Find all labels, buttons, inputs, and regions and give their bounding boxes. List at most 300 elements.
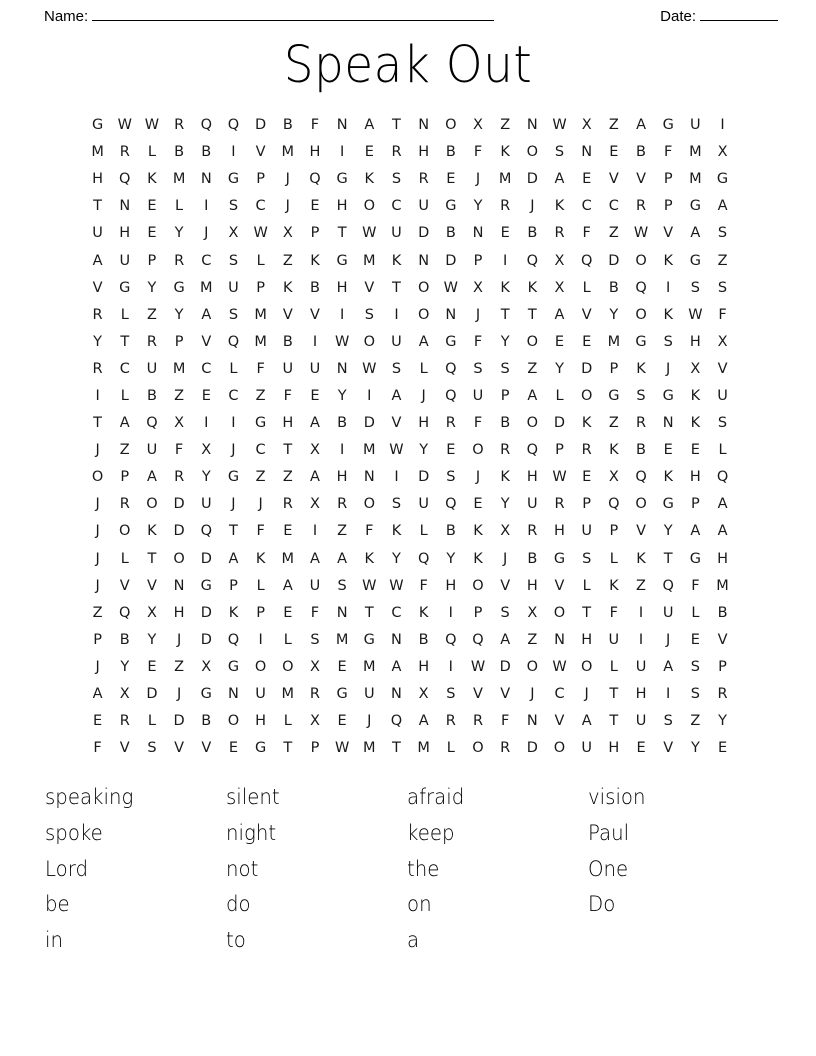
grid-cell[interactable]: D bbox=[173, 713, 185, 730]
grid-cell[interactable]: R bbox=[581, 442, 592, 459]
grid-cell[interactable]: G bbox=[119, 279, 131, 296]
grid-cell[interactable]: R bbox=[119, 496, 130, 513]
grid-cell[interactable]: A bbox=[391, 387, 402, 404]
grid-cell[interactable]: Q bbox=[119, 171, 131, 188]
grid-cell[interactable]: D bbox=[146, 686, 158, 703]
grid-cell[interactable]: L bbox=[147, 713, 156, 730]
grid-cell[interactable]: Z bbox=[146, 306, 157, 323]
grid-cell[interactable]: D bbox=[200, 604, 212, 621]
grid-cell[interactable]: E bbox=[582, 171, 592, 188]
grid-cell[interactable]: X bbox=[201, 442, 212, 459]
word-list-item[interactable]: night bbox=[226, 820, 277, 845]
grid-cell[interactable]: L bbox=[555, 387, 564, 404]
grid-cell[interactable]: S bbox=[228, 252, 239, 269]
grid-cell[interactable]: E bbox=[636, 740, 646, 757]
grid-cell[interactable]: P bbox=[690, 496, 700, 513]
grid-cell[interactable]: V bbox=[310, 306, 320, 323]
grid-cell[interactable]: L bbox=[147, 144, 156, 161]
grid-cell[interactable]: Z bbox=[690, 713, 701, 730]
grid-cell[interactable]: W bbox=[552, 469, 567, 486]
grid-cell[interactable]: S bbox=[391, 496, 402, 513]
word-list-item[interactable]: keep bbox=[407, 820, 455, 845]
grid-cell[interactable]: F bbox=[473, 415, 483, 432]
grid-cell[interactable]: E bbox=[446, 442, 456, 459]
grid-cell[interactable]: E bbox=[663, 442, 673, 459]
grid-cell[interactable]: P bbox=[310, 225, 320, 242]
grid-cell[interactable]: V bbox=[717, 631, 728, 648]
grid-cell[interactable]: P bbox=[555, 442, 564, 459]
grid-cell[interactable]: G bbox=[635, 333, 647, 350]
grid-cell[interactable]: L bbox=[120, 387, 129, 404]
grid-cell[interactable]: R bbox=[635, 415, 647, 432]
grid-cell[interactable]: Y bbox=[663, 523, 673, 540]
grid-cell[interactable]: Q bbox=[608, 496, 620, 513]
grid-cell[interactable]: S bbox=[717, 225, 728, 242]
grid-cell[interactable]: I bbox=[204, 415, 209, 432]
grid-cell[interactable]: R bbox=[174, 469, 185, 486]
grid-cell[interactable]: A bbox=[500, 631, 511, 648]
grid-cell[interactable]: G bbox=[336, 686, 348, 703]
grid-cell[interactable]: V bbox=[717, 360, 728, 377]
grid-cell[interactable]: L bbox=[283, 713, 292, 730]
word-list-item[interactable]: afraid bbox=[407, 785, 465, 809]
grid-cell[interactable]: W bbox=[117, 117, 132, 134]
grid-cell[interactable]: Q bbox=[146, 415, 158, 432]
grid-cell[interactable]: Q bbox=[472, 631, 484, 648]
grid-cell[interactable]: R bbox=[92, 306, 103, 323]
grid-cell[interactable]: K bbox=[391, 523, 402, 540]
grid-cell[interactable]: Y bbox=[147, 631, 157, 648]
grid-cell[interactable]: P bbox=[147, 252, 157, 269]
grid-cell[interactable]: V bbox=[255, 144, 266, 161]
grid-cell[interactable]: Z bbox=[92, 604, 103, 621]
grid-cell[interactable]: B bbox=[527, 225, 538, 242]
grid-cell[interactable]: W bbox=[362, 577, 377, 594]
grid-cell[interactable]: L bbox=[419, 523, 428, 540]
grid-cell[interactable]: P bbox=[256, 279, 265, 296]
grid-cell[interactable]: F bbox=[473, 144, 483, 161]
grid-cell[interactable]: S bbox=[473, 360, 483, 377]
grid-cell[interactable]: O bbox=[580, 658, 593, 675]
grid-cell[interactable]: M bbox=[716, 577, 729, 594]
grid-cell[interactable]: E bbox=[337, 658, 347, 675]
grid-cell[interactable]: N bbox=[418, 252, 430, 269]
grid-cell[interactable]: Y bbox=[690, 740, 700, 757]
grid-cell[interactable]: J bbox=[95, 523, 100, 540]
grid-cell[interactable]: F bbox=[310, 117, 320, 134]
grid-cell[interactable]: F bbox=[93, 740, 102, 757]
grid-cell[interactable]: Q bbox=[227, 631, 240, 648]
grid-cell[interactable]: B bbox=[418, 631, 429, 648]
grid-cell[interactable]: J bbox=[95, 577, 100, 594]
grid-cell[interactable]: O bbox=[91, 469, 104, 486]
grid-cell[interactable]: E bbox=[582, 333, 592, 350]
grid-cell[interactable]: V bbox=[119, 577, 130, 594]
grid-cell[interactable]: L bbox=[609, 550, 618, 567]
grid-cell[interactable]: Z bbox=[527, 360, 538, 377]
grid-cell[interactable]: P bbox=[229, 577, 238, 594]
grid-cell[interactable]: S bbox=[582, 550, 592, 567]
grid-cell[interactable]: H bbox=[689, 333, 701, 350]
grid-cell[interactable]: N bbox=[336, 117, 348, 134]
grid-cell[interactable]: U bbox=[309, 577, 321, 594]
grid-cell[interactable]: U bbox=[391, 333, 402, 350]
grid-cell[interactable]: E bbox=[717, 740, 728, 757]
grid-cell[interactable]: K bbox=[500, 279, 510, 296]
grid-cell[interactable]: E bbox=[228, 740, 239, 757]
grid-cell[interactable]: F bbox=[283, 387, 292, 404]
grid-cell[interactable]: X bbox=[418, 686, 429, 703]
grid-cell[interactable]: A bbox=[282, 577, 293, 594]
grid-cell[interactable]: A bbox=[310, 469, 320, 486]
grid-cell[interactable]: I bbox=[312, 333, 318, 350]
grid-cell[interactable]: H bbox=[92, 171, 104, 188]
grid-cell[interactable]: G bbox=[445, 333, 457, 350]
grid-cell[interactable]: I bbox=[204, 198, 209, 215]
grid-cell[interactable]: I bbox=[638, 604, 644, 621]
grid-cell[interactable]: V bbox=[146, 577, 157, 594]
grid-cell[interactable]: O bbox=[282, 658, 294, 675]
grid-cell[interactable]: B bbox=[445, 225, 456, 242]
grid-cell[interactable]: V bbox=[636, 523, 646, 540]
grid-cell[interactable]: B bbox=[445, 144, 456, 161]
grid-cell[interactable]: J bbox=[475, 306, 481, 323]
grid-cell[interactable]: W bbox=[389, 577, 404, 594]
grid-cell[interactable]: U bbox=[200, 496, 212, 513]
grid-cell[interactable]: B bbox=[636, 442, 646, 459]
grid-cell[interactable]: R bbox=[500, 740, 511, 757]
grid-cell[interactable]: O bbox=[553, 740, 566, 757]
grid-cell[interactable]: I bbox=[367, 387, 372, 404]
grid-cell[interactable]: H bbox=[173, 604, 185, 621]
grid-cell[interactable]: B bbox=[119, 631, 130, 648]
grid-cell[interactable]: K bbox=[581, 415, 592, 432]
grid-cell[interactable]: Z bbox=[119, 442, 130, 459]
grid-cell[interactable]: T bbox=[609, 713, 619, 730]
grid-cell[interactable]: D bbox=[445, 252, 457, 269]
grid-cell[interactable]: A bbox=[146, 469, 157, 486]
grid-cell[interactable]: G bbox=[91, 117, 104, 134]
grid-cell[interactable]: R bbox=[472, 713, 484, 730]
grid-cell[interactable]: O bbox=[146, 496, 158, 513]
grid-cell[interactable]: T bbox=[93, 415, 103, 432]
grid-cell[interactable]: X bbox=[201, 658, 212, 675]
grid-cell[interactable]: V bbox=[201, 333, 212, 350]
word-list-item[interactable]: Do bbox=[588, 892, 616, 917]
grid-cell[interactable]: K bbox=[391, 252, 402, 269]
grid-cell[interactable]: P bbox=[93, 631, 102, 648]
grid-cell[interactable]: D bbox=[173, 523, 185, 540]
grid-cell[interactable]: E bbox=[690, 442, 700, 459]
grid-cell[interactable]: B bbox=[146, 387, 157, 404]
grid-cell[interactable]: D bbox=[581, 360, 593, 377]
grid-cell[interactable]: D bbox=[200, 550, 212, 567]
grid-cell[interactable]: W bbox=[389, 442, 404, 459]
grid-cell[interactable]: F bbox=[310, 604, 320, 621]
grid-cell[interactable]: O bbox=[635, 306, 647, 323]
grid-cell[interactable]: W bbox=[334, 740, 350, 757]
grid-cell[interactable]: J bbox=[367, 713, 372, 730]
grid-cell[interactable]: R bbox=[418, 171, 429, 188]
grid-cell[interactable]: F bbox=[419, 577, 428, 594]
grid-cell[interactable]: H bbox=[554, 523, 565, 540]
grid-cell[interactable]: D bbox=[553, 415, 566, 432]
grid-cell[interactable]: E bbox=[283, 523, 293, 540]
grid-cell[interactable]: M bbox=[363, 252, 376, 269]
word-list-item[interactable]: Lord bbox=[45, 856, 89, 881]
grid-cell[interactable]: L bbox=[609, 658, 618, 675]
grid-cell[interactable]: R bbox=[309, 686, 320, 703]
grid-cell[interactable]: K bbox=[663, 306, 673, 323]
grid-cell[interactable]: Y bbox=[120, 658, 130, 675]
grid-cell[interactable]: A bbox=[92, 686, 103, 703]
grid-cell[interactable]: S bbox=[663, 713, 673, 730]
grid-cell[interactable]: O bbox=[417, 279, 430, 296]
grid-cell[interactable]: D bbox=[255, 117, 267, 134]
grid-cell[interactable]: V bbox=[663, 740, 674, 757]
grid-cell[interactable]: N bbox=[119, 198, 131, 215]
grid-cell[interactable]: J bbox=[285, 198, 290, 215]
grid-cell[interactable]: W bbox=[443, 279, 458, 296]
grid-cell[interactable]: B bbox=[337, 415, 348, 432]
grid-cell[interactable]: S bbox=[663, 333, 673, 350]
grid-cell[interactable]: U bbox=[581, 740, 592, 757]
grid-cell[interactable]: X bbox=[473, 279, 483, 296]
grid-cell[interactable]: J bbox=[95, 658, 100, 675]
grid-cell[interactable]: U bbox=[363, 686, 375, 703]
grid-cell[interactable]: S bbox=[636, 387, 646, 404]
grid-cell[interactable]: F bbox=[609, 604, 619, 621]
grid-cell[interactable]: X bbox=[174, 415, 185, 432]
grid-cell[interactable]: H bbox=[635, 686, 647, 703]
grid-cell[interactable]: H bbox=[608, 740, 620, 757]
word-list-item[interactable]: on bbox=[407, 892, 432, 917]
grid-cell[interactable]: C bbox=[608, 198, 619, 215]
grid-cell[interactable]: A bbox=[636, 117, 646, 134]
grid-cell[interactable]: N bbox=[526, 117, 538, 134]
grid-cell[interactable]: G bbox=[363, 631, 375, 648]
grid-cell[interactable]: Y bbox=[500, 333, 510, 350]
grid-cell[interactable]: L bbox=[283, 631, 292, 648]
grid-cell[interactable]: J bbox=[530, 198, 535, 215]
grid-cell[interactable]: L bbox=[256, 577, 265, 594]
grid-cell[interactable]: V bbox=[608, 171, 619, 188]
grid-cell[interactable]: Q bbox=[635, 279, 647, 296]
grid-cell[interactable]: U bbox=[391, 225, 402, 242]
grid-cell[interactable]: K bbox=[364, 171, 375, 188]
grid-cell[interactable]: B bbox=[201, 144, 212, 161]
grid-cell[interactable]: K bbox=[310, 252, 320, 269]
grid-cell[interactable]: S bbox=[500, 604, 510, 621]
grid-cell[interactable]: B bbox=[201, 713, 212, 730]
grid-cell[interactable]: J bbox=[475, 469, 481, 486]
grid-cell[interactable]: G bbox=[662, 387, 674, 404]
grid-cell[interactable]: C bbox=[228, 387, 239, 404]
grid-cell[interactable]: O bbox=[580, 387, 593, 404]
grid-cell[interactable]: B bbox=[445, 523, 456, 540]
grid-cell[interactable]: O bbox=[119, 523, 131, 540]
grid-cell[interactable]: I bbox=[339, 442, 345, 459]
grid-cell[interactable]: Q bbox=[200, 117, 212, 134]
grid-cell[interactable]: X bbox=[717, 333, 728, 350]
grid-cell[interactable]: Y bbox=[392, 550, 401, 567]
grid-cell[interactable]: U bbox=[282, 360, 294, 377]
grid-cell[interactable]: V bbox=[500, 686, 511, 703]
grid-cell[interactable]: T bbox=[663, 550, 673, 567]
grid-cell[interactable]: I bbox=[503, 252, 508, 269]
grid-cell[interactable]: O bbox=[472, 740, 484, 757]
grid-cell[interactable]: N bbox=[445, 306, 457, 323]
grid-cell[interactable]: G bbox=[336, 252, 348, 269]
word-list-item[interactable]: in bbox=[45, 928, 64, 953]
grid-cell[interactable]: J bbox=[258, 496, 263, 513]
grid-cell[interactable]: U bbox=[608, 631, 620, 648]
grid-cell[interactable]: I bbox=[95, 387, 100, 404]
grid-cell[interactable]: B bbox=[608, 279, 619, 296]
grid-cell[interactable]: X bbox=[309, 442, 320, 459]
grid-cell[interactable]: R bbox=[554, 496, 565, 513]
grid-cell[interactable]: D bbox=[418, 225, 430, 242]
grid-cell[interactable]: R bbox=[337, 496, 348, 513]
grid-cell[interactable]: M bbox=[498, 171, 512, 188]
grid-cell[interactable]: Y bbox=[609, 306, 619, 323]
grid-cell[interactable]: A bbox=[391, 658, 402, 675]
grid-cell[interactable]: B bbox=[282, 117, 293, 134]
grid-cell[interactable]: A bbox=[119, 415, 130, 432]
grid-cell[interactable]: Y bbox=[555, 360, 564, 377]
grid-cell[interactable]: F bbox=[664, 144, 673, 161]
grid-cell[interactable]: E bbox=[554, 333, 565, 350]
grid-cell[interactable]: A bbox=[418, 333, 429, 350]
grid-cell[interactable]: Y bbox=[446, 550, 456, 567]
grid-cell[interactable]: A bbox=[717, 523, 728, 540]
grid-cell[interactable]: V bbox=[92, 279, 103, 296]
grid-cell[interactable]: L bbox=[582, 279, 591, 296]
grid-cell[interactable]: V bbox=[174, 740, 185, 757]
grid-cell[interactable]: V bbox=[554, 577, 565, 594]
grid-cell[interactable]: M bbox=[254, 306, 267, 323]
grid-cell[interactable]: Y bbox=[147, 279, 157, 296]
grid-cell[interactable]: A bbox=[690, 523, 701, 540]
grid-cell[interactable]: U bbox=[472, 387, 484, 404]
grid-cell[interactable]: U bbox=[581, 523, 592, 540]
grid-cell[interactable]: V bbox=[119, 740, 130, 757]
grid-cell[interactable]: B bbox=[527, 550, 538, 567]
grid-cell[interactable]: Y bbox=[174, 306, 184, 323]
grid-cell[interactable]: R bbox=[445, 713, 456, 730]
grid-cell[interactable]: M bbox=[281, 686, 295, 703]
grid-cell[interactable]: A bbox=[310, 550, 320, 567]
grid-cell[interactable]: Q bbox=[417, 550, 430, 567]
grid-cell[interactable]: F bbox=[691, 577, 700, 594]
grid-cell[interactable]: E bbox=[201, 387, 211, 404]
grid-cell[interactable]: U bbox=[717, 387, 728, 404]
grid-cell[interactable]: H bbox=[336, 198, 348, 215]
grid-cell[interactable]: H bbox=[526, 577, 538, 594]
grid-cell[interactable]: S bbox=[717, 279, 728, 296]
grid-cell[interactable]: V bbox=[663, 225, 674, 242]
grid-cell[interactable]: Q bbox=[445, 360, 457, 377]
grid-cell[interactable]: L bbox=[120, 550, 129, 567]
grid-cell[interactable]: O bbox=[635, 252, 647, 269]
grid-cell[interactable]: U bbox=[119, 252, 131, 269]
grid-cell[interactable]: K bbox=[500, 469, 510, 486]
grid-cell[interactable]: T bbox=[120, 333, 130, 350]
grid-cell[interactable]: M bbox=[91, 144, 104, 161]
grid-cell[interactable]: E bbox=[147, 198, 157, 215]
grid-cell[interactable]: S bbox=[228, 198, 239, 215]
grid-cell[interactable]: P bbox=[718, 658, 727, 675]
grid-cell[interactable]: J bbox=[204, 225, 209, 242]
grid-cell[interactable]: X bbox=[690, 360, 701, 377]
grid-cell[interactable]: X bbox=[309, 658, 320, 675]
word-list-item[interactable]: speaking bbox=[45, 785, 134, 809]
grid-cell[interactable]: Z bbox=[282, 252, 293, 269]
grid-cell[interactable]: A bbox=[554, 171, 565, 188]
grid-cell[interactable]: U bbox=[690, 117, 701, 134]
grid-cell[interactable]: X bbox=[309, 713, 320, 730]
grid-cell[interactable]: R bbox=[282, 496, 293, 513]
grid-cell[interactable]: K bbox=[147, 171, 157, 188]
grid-cell[interactable]: R bbox=[554, 225, 565, 242]
grid-cell[interactable]: A bbox=[418, 713, 429, 730]
grid-cell[interactable]: H bbox=[581, 631, 593, 648]
grid-cell[interactable]: Q bbox=[526, 442, 539, 459]
grid-cell[interactable]: I bbox=[258, 631, 263, 648]
grid-cell[interactable]: O bbox=[363, 333, 376, 350]
grid-cell[interactable]: O bbox=[472, 577, 484, 594]
grid-cell[interactable]: C bbox=[255, 442, 266, 459]
grid-cell[interactable]: Z bbox=[255, 469, 266, 486]
word-list-item[interactable]: be bbox=[45, 892, 70, 917]
grid-cell[interactable]: Q bbox=[445, 631, 457, 648]
grid-cell[interactable]: B bbox=[174, 144, 185, 161]
grid-cell[interactable]: R bbox=[500, 198, 511, 215]
grid-cell[interactable]: J bbox=[584, 686, 589, 703]
grid-cell[interactable]: C bbox=[554, 686, 565, 703]
grid-cell[interactable]: U bbox=[635, 713, 647, 730]
grid-cell[interactable]: N bbox=[363, 469, 375, 486]
grid-cell[interactable]: K bbox=[473, 550, 483, 567]
grid-cell[interactable]: N bbox=[173, 577, 185, 594]
grid-cell[interactable]: G bbox=[608, 387, 620, 404]
grid-cell[interactable]: C bbox=[201, 252, 212, 269]
grid-cell[interactable]: I bbox=[720, 117, 725, 134]
grid-cell[interactable]: I bbox=[448, 658, 453, 675]
grid-cell[interactable]: T bbox=[392, 740, 401, 757]
grid-cell[interactable]: P bbox=[473, 604, 483, 621]
grid-cell[interactable]: N bbox=[200, 171, 212, 188]
grid-cell[interactable]: G bbox=[173, 279, 185, 296]
grid-cell[interactable]: G bbox=[716, 171, 729, 188]
grid-cell[interactable]: K bbox=[663, 252, 673, 269]
grid-cell[interactable]: A bbox=[663, 658, 674, 675]
grid-cell[interactable]: K bbox=[636, 360, 646, 377]
grid-cell[interactable]: Z bbox=[337, 523, 348, 540]
grid-cell[interactable]: A bbox=[581, 713, 592, 730]
grid-cell[interactable]: Z bbox=[608, 415, 619, 432]
grid-cell[interactable]: Q bbox=[526, 252, 539, 269]
grid-cell[interactable]: J bbox=[503, 550, 508, 567]
grid-cell[interactable]: M bbox=[363, 740, 376, 757]
grid-cell[interactable]: G bbox=[689, 252, 701, 269]
grid-cell[interactable]: G bbox=[553, 550, 566, 567]
grid-cell[interactable]: S bbox=[391, 360, 402, 377]
grid-cell[interactable]: J bbox=[95, 496, 100, 513]
grid-cell[interactable]: M bbox=[689, 171, 702, 188]
grid-cell[interactable]: V bbox=[636, 171, 646, 188]
grid-cell[interactable]: F bbox=[256, 523, 265, 540]
